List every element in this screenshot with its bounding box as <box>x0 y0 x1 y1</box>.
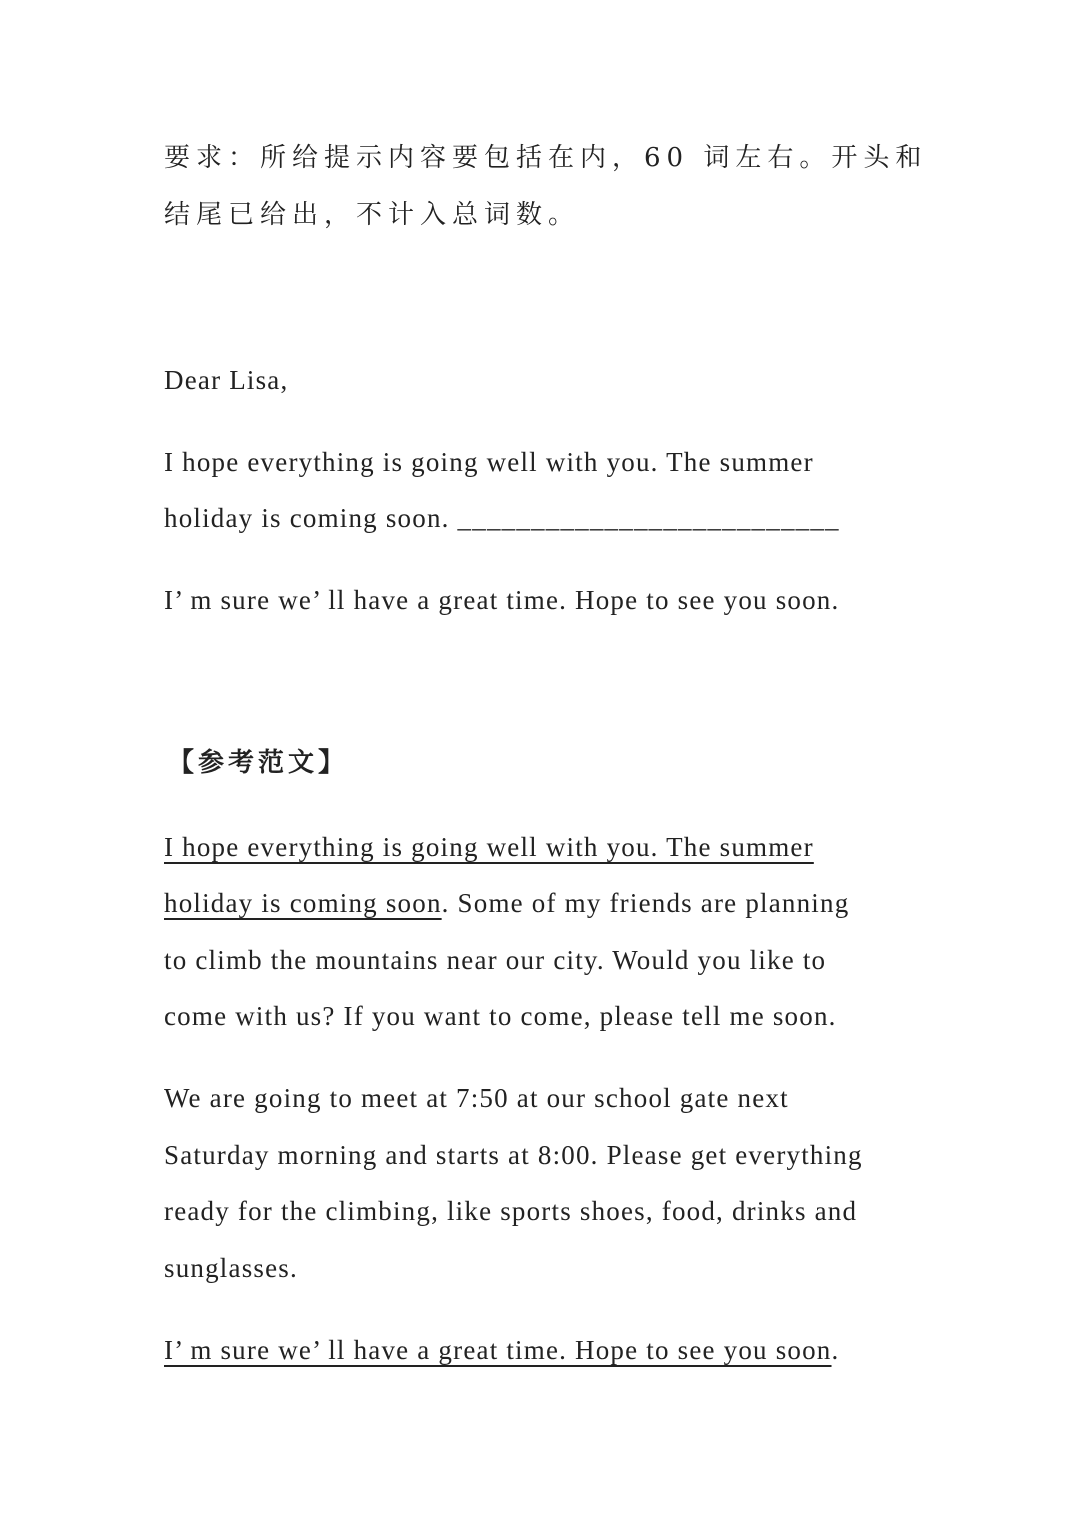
opening-line-2: holiday is coming soon. __________________________ <box>164 503 840 533</box>
sample-heading: 【参考范文】 <box>168 748 349 778</box>
sample-p1-line-2-rest: . Some of my friends are planning <box>441 888 850 918</box>
sample-p1-line-3: to climb the mountains near our city. Would you like to <box>164 945 827 975</box>
underlined-text: I’ m sure we’ ll have a great time. Hope to see you soon <box>164 1335 832 1365</box>
sample-p2-line-4: sunglasses. <box>164 1253 298 1283</box>
closing-period: . <box>831 1335 840 1365</box>
underlined-text: holiday is coming soon <box>164 888 442 918</box>
sample-p1-line-4: come with us? If you want to come, please tell me soon. <box>164 1001 837 1031</box>
sample-closing-line <box>164 1332 839 1368</box>
sample-p1-line-2 <box>164 885 849 921</box>
sample-p1-line-1 <box>164 829 814 865</box>
salutation: Dear Lisa, <box>164 365 289 395</box>
requirement-line-1: 要求：所给提示内容要包括在内，60 词左右。开头和 <box>164 143 928 173</box>
closing-line: I’ m sure we’ ll have a great time. Hope to see you soon. <box>164 585 840 615</box>
sample-p2-line-2: Saturday morning and starts at 8:00. Please get everything <box>164 1140 863 1170</box>
opening-line-1: I hope everything is going well with you. The summer <box>164 447 814 477</box>
underlined-text: I hope everything is going well with you. The summer <box>164 832 814 862</box>
requirement-line-2: 结尾已给出，不计入总词数。 <box>164 200 581 230</box>
sample-p2-line-1: We are going to meet at 7:50 at our school gate next <box>164 1083 789 1113</box>
sample-p2-line-3: ready for the climbing, like sports shoes, food, drinks and <box>164 1196 858 1226</box>
